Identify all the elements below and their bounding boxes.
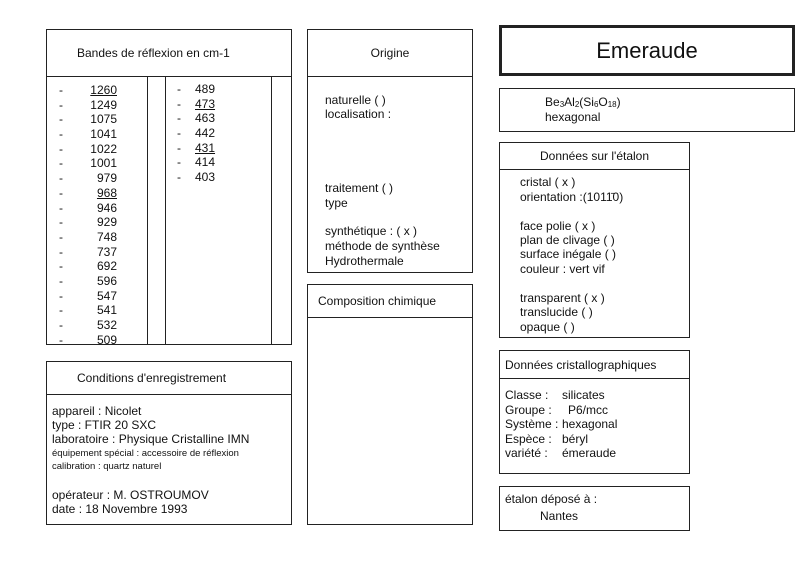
surface-inegale-text: surface inégale ( ): [520, 247, 617, 261]
translucide-text: translucide ( ): [520, 305, 593, 319]
band-row: [59, 289, 117, 304]
band-row: [59, 215, 117, 230]
band-row: [177, 111, 225, 126]
band-dash: -: [59, 200, 63, 215]
traitement-text: traitement ( ): [325, 181, 394, 195]
band-dash: -: [59, 171, 63, 186]
band-row: [59, 274, 117, 289]
band-value: 1022: [90, 141, 117, 156]
band-dash: -: [59, 303, 63, 318]
band-value: 1041: [90, 127, 117, 142]
band-dash: -: [177, 111, 181, 126]
plan-clivage-text: plan de clivage ( ): [520, 233, 615, 247]
band-dash: -: [177, 140, 181, 155]
band-value: 489: [195, 82, 216, 96]
cristallo-key: Système :: [505, 417, 559, 431]
band-dash: -: [59, 244, 63, 259]
band-dash: -: [177, 126, 181, 141]
formula-part: (Si: [579, 95, 594, 109]
band-row: [59, 127, 117, 142]
band-value: 532: [96, 318, 117, 332]
formula-part: ): [616, 95, 621, 109]
formula-part: 6: [593, 100, 599, 109]
band-row: [59, 186, 117, 201]
band-row: [59, 245, 117, 260]
band-value: 1001: [90, 156, 117, 171]
band-row: [59, 201, 117, 216]
band-value: 463: [195, 111, 216, 126]
band-value: 968: [96, 185, 117, 200]
conditions-title: Conditions d'enregistrement: [77, 371, 227, 385]
type-text: type : FTIR 20 SXC: [52, 418, 157, 432]
band-row: [59, 83, 117, 98]
band-dash: -: [59, 97, 63, 112]
band-value: 414: [195, 155, 216, 170]
cristallo-value: hexagonal: [562, 417, 618, 431]
equipement-text: équipement spécial : accessoire de réflexion: [52, 448, 239, 459]
synthetique-text: synthétique : ( x ): [325, 224, 418, 238]
etalon-header: [500, 143, 689, 170]
band-value: 442: [195, 126, 216, 141]
band-dash: -: [59, 318, 63, 332]
band-value: 431: [195, 140, 216, 155]
bands-title: Bandes de réflexion en cm-1: [77, 46, 230, 60]
band-row: [59, 112, 117, 127]
orientation-label: orientation :: [520, 190, 583, 204]
conditions-panel: [46, 361, 292, 525]
naturelle-text: naturelle ( ): [325, 93, 386, 107]
localisation-text: localisation :: [325, 107, 392, 121]
cristal-text: cristal ( x ): [520, 175, 576, 189]
band-row: [59, 98, 117, 113]
band-value: 1260: [90, 83, 117, 97]
methode-text: méthode de synthèse: [325, 239, 440, 253]
formula-part: 2: [574, 100, 580, 109]
band-row: [59, 333, 117, 348]
band-value: 596: [96, 273, 117, 288]
formula-panel: [499, 88, 795, 132]
band-row: [59, 171, 117, 186]
composition-header: [308, 285, 472, 318]
cristallo-value: émeraude: [562, 446, 617, 460]
band-value: 737: [96, 244, 117, 259]
couleur-text: couleur : vert vif: [520, 262, 605, 276]
band-value: 1075: [90, 112, 117, 127]
depot-label: étalon déposé à :: [505, 492, 598, 506]
bands-header: [47, 30, 291, 77]
formula-part: Be: [545, 95, 560, 109]
face-polie-text: face polie ( x ): [520, 219, 596, 233]
band-dash: -: [59, 112, 63, 127]
band-row: [177, 155, 225, 170]
band-dash: -: [59, 229, 63, 244]
appareil-text: appareil : Nicolet: [52, 404, 142, 418]
band-row: [177, 82, 225, 97]
band-value: 1249: [90, 97, 117, 112]
band-row: [59, 303, 117, 318]
band-row: [177, 97, 225, 112]
cristallo-value: silicates: [562, 388, 605, 402]
conditions-header: [47, 362, 291, 395]
band-dash: -: [59, 156, 63, 171]
etalon-panel: [499, 142, 690, 338]
bands-divider-2: [165, 76, 166, 344]
mineral-name: Emeraude: [596, 37, 698, 63]
band-value: 547: [96, 288, 117, 303]
orientation-text: [520, 190, 623, 204]
depot-place: Nantes: [540, 509, 579, 523]
bands-divider-3: [271, 76, 272, 344]
band-row: [177, 126, 225, 141]
band-dash: -: [59, 215, 63, 230]
band-dash: -: [177, 82, 181, 96]
band-value: 541: [96, 303, 117, 318]
bands-divider-1: [147, 76, 148, 344]
band-dash: -: [177, 155, 181, 170]
mineral-name-panel: [499, 25, 795, 76]
cristallo-key: Groupe :: [505, 402, 552, 417]
band-row: [177, 170, 225, 185]
operateur-text: opérateur : M. OSTROUMOV: [52, 488, 209, 502]
formula-part: 3: [559, 100, 565, 109]
origine-title: Origine: [370, 46, 410, 60]
type-origine-text: type: [325, 196, 348, 210]
composition-panel: [307, 284, 473, 525]
cristallo-key: Classe :: [505, 388, 549, 402]
cristallo-key: Espèce :: [505, 431, 552, 446]
band-value: 748: [96, 229, 117, 244]
band-dash: -: [177, 170, 181, 185]
laboratoire-text: laboratoire : Physique Cristalline IMN: [52, 432, 250, 446]
composition-title: Composition chimique: [318, 294, 437, 308]
band-row: [59, 259, 117, 274]
band-row: [59, 318, 117, 333]
calibration-text: calibration : quartz naturel: [52, 461, 162, 472]
orientation-value: (1011̄0): [582, 190, 624, 204]
methode-value: Hydrothermale: [325, 254, 404, 268]
band-value: 929: [96, 215, 117, 230]
band-value: 979: [96, 171, 117, 186]
transparent-text: transparent ( x ): [520, 291, 605, 305]
cristallo-value: béryl: [562, 431, 589, 446]
band-dash: -: [59, 273, 63, 288]
band-row: [59, 230, 117, 245]
etalon-title: Données sur l'étalon: [539, 149, 650, 163]
cristallo-header: [500, 351, 689, 379]
crystal-system: hexagonal: [545, 110, 601, 124]
band-row: [177, 141, 225, 156]
band-row: [59, 142, 117, 157]
band-dash: -: [59, 141, 63, 156]
band-dash: -: [59, 288, 63, 303]
band-dash: -: [59, 83, 63, 97]
band-dash: -: [177, 96, 181, 111]
depot-panel: [499, 486, 690, 531]
cristallo-value: P6/mcc: [568, 402, 609, 417]
origine-header: [308, 30, 472, 77]
bands-column-2: [177, 82, 225, 185]
formula-part: Al: [564, 95, 575, 109]
cristallo-key: variété :: [505, 446, 548, 460]
bands-column-1: [59, 83, 117, 347]
date-text: date : 18 Novembre 1993: [52, 502, 188, 516]
band-row: [59, 156, 117, 171]
band-dash: -: [59, 127, 63, 142]
origine-panel: [307, 29, 473, 273]
opaque-text: opaque ( ): [520, 320, 575, 334]
cristallo-panel: [499, 350, 690, 474]
band-value: 509: [96, 332, 117, 347]
cristallo-title: Données cristallographiques: [505, 357, 657, 372]
band-value: 692: [96, 259, 117, 274]
formula-part: 18: [607, 100, 617, 109]
band-dash: -: [59, 259, 63, 274]
formula-part: O: [598, 95, 608, 109]
band-value: 946: [96, 200, 117, 215]
band-dash: -: [59, 332, 63, 347]
band-dash: -: [59, 185, 63, 200]
bands-panel: [46, 29, 292, 345]
band-value: 473: [195, 96, 216, 111]
band-value: 403: [195, 170, 216, 185]
